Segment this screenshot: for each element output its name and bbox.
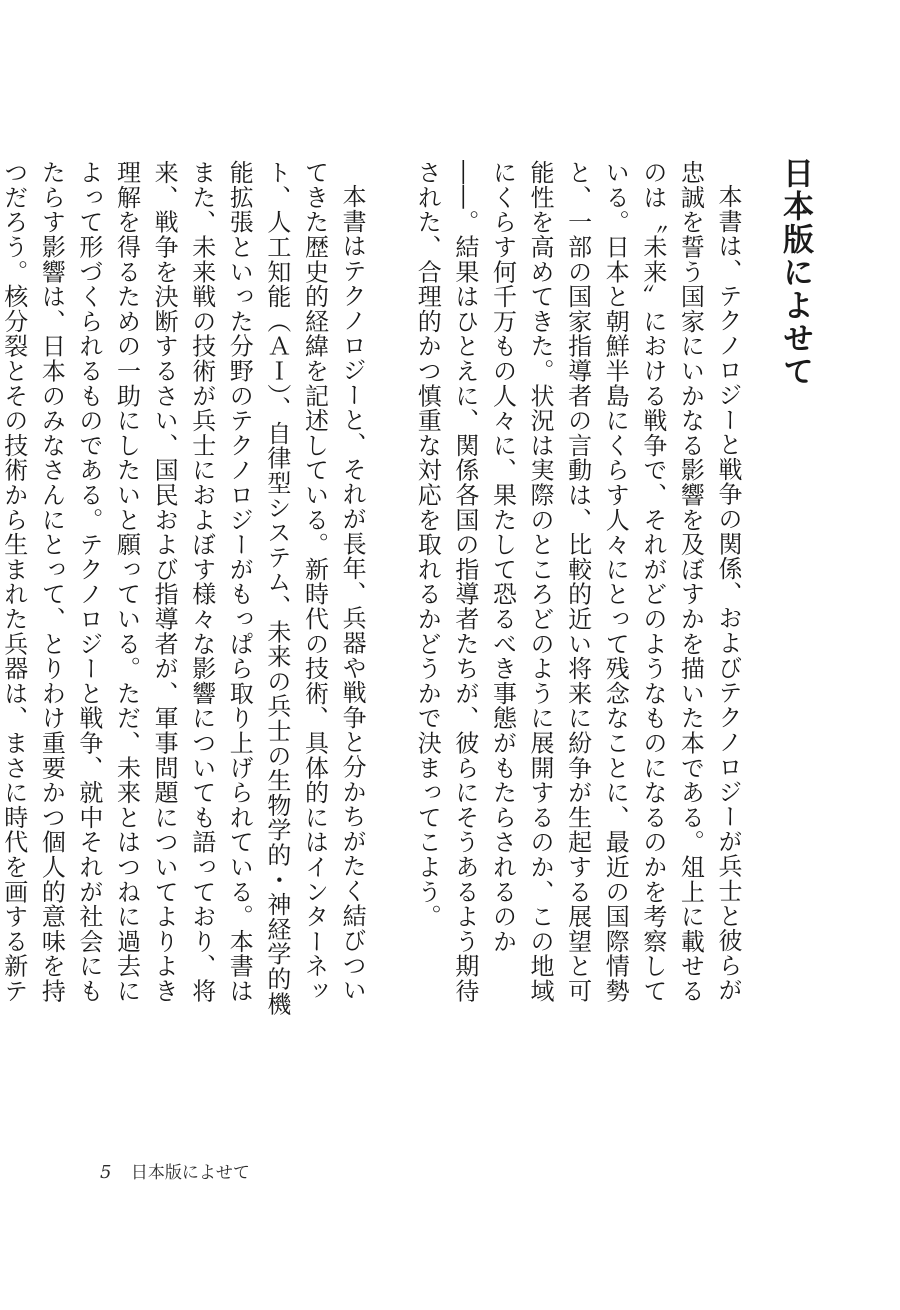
paragraph-1: 本書は、テクノロジーと戦争の関係、およびテクノロジーが兵士と彼らが忠誠を誓う国家にいかなる影響を及ぼすかを描いた本である。俎上に載せるのは〝未来〟における戦争で、それがどのようなものになるのかを考察している。日本と朝鮮半島にくらす人々にとって残念なことに、最近の国際情勢と、一部の国家指導者の言動は、比較的近い将来に紛争が生起する展望と可能性を高めてきた。状況は実際のところどのように展開するのか、この地域にくらす何千万もの人々に、果たして恐るべき事態がもたらされるのか――。結果はひとえに、関係各国の指導者たちが、彼らにそうあるよう期待された、合理的かつ慎重な対応を取れるかどうかで決まってこよう。 <box>413 160 742 1004</box>
body-text <box>0 160 746 1020</box>
chapter-title: 日本版によせて <box>777 157 813 388</box>
page-footer <box>100 1158 250 1183</box>
running-title: 日本版によせて <box>130 1163 250 1183</box>
page-number: 5 <box>100 1162 112 1183</box>
paragraph-2: 本書はテクノロジーと、それが長年、兵器や戦争と分かちがたく結びついてきた歴史的経緯を記述している。新時代の技術、具体的にはインターネット、人工知能（ＡＩ）、自律型システム、未来の兵士の生物学的・神経学的機能拡張といった分野のテクノロジーがもっぱら取り上げられている。本書はまた、未来戦の技術が兵士におよぼす様々な影響についても語っており、将来、戦争を決断するさい、国民および指導者が、軍事問題についてよりよき理解を得るための一助にしたいと願っている。ただ、未来とはつねに過去によって形づくられるものである。テクノロジーと戦争、就中それが社会にもたらす影響は、日本のみなさんにとって、とりわけ重要かつ個人的意味を持つだろう。核分裂とその技術から生まれた兵器は、まさに時代を画する新テ <box>0 160 367 1016</box>
